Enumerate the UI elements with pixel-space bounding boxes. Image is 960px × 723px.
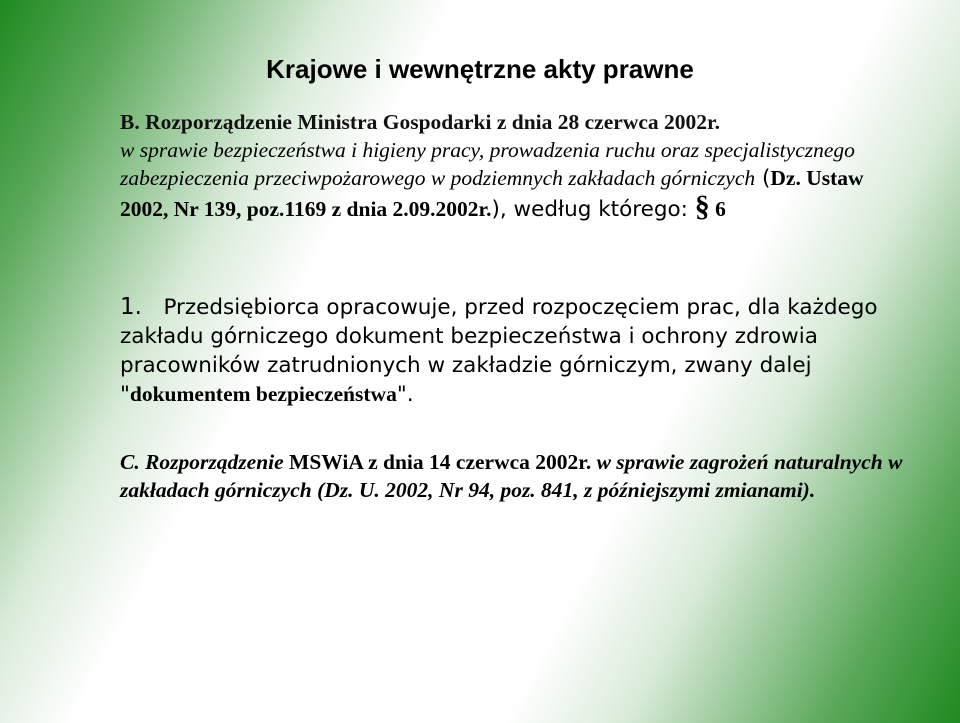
regulation-c-prefix: C. [120,450,146,474]
point-text: Przedsiębiorca opracowuje, przed rozpoczęciem prac, dla każdego zakładu górniczego dokument bezpieczeństwa i ochrony zdrowia pracowników zatrudnionych w zakładzie górniczym, zwany dalej " [120,295,878,407]
section-number: 6 [709,197,726,221]
point-term: dokumentem bezpieczeństwa [129,382,397,406]
section-sign: § [694,190,710,223]
regulation-b-after: ), według którego: [491,197,695,222]
point-1-block [120,293,910,409]
point-number: 1. [120,294,142,320]
regulation-b-heading: B. Rozporządzenie Ministra Gospodarki z dnia 28 czerwca 2002r. [120,110,720,134]
slide-title: Krajowe i wewnętrzne akty prawne [266,54,694,84]
regulation-c-block [120,448,910,504]
regulation-c-rest: w sprawie zagrożeń naturalnych w zakładach górniczych (Dz. U. 2002, Nr 94, poz. 841, z późniejszymi zmianami). [120,450,903,502]
regulation-c-word: Rozporządzenie [145,450,284,474]
regulation-b-paren-open: ( [755,166,771,191]
regulation-b-block [120,108,910,224]
regulation-b-reference: Dz. Ustaw 2002, Nr 139, poz.1169 z dnia 2.09.2002r. [120,166,864,221]
regulation-b-subject: w sprawie bezpieczeństwa i higieny pracy, prowadzenia ruchu oraz specjalistycznego zabezpieczenia przeciwpożarowego w podziemnych zakładach górniczych [120,138,855,190]
regulation-c-middle: MSWiA z dnia 14 czerwca 2002r. [283,450,592,474]
point-closing: ". [396,382,414,407]
